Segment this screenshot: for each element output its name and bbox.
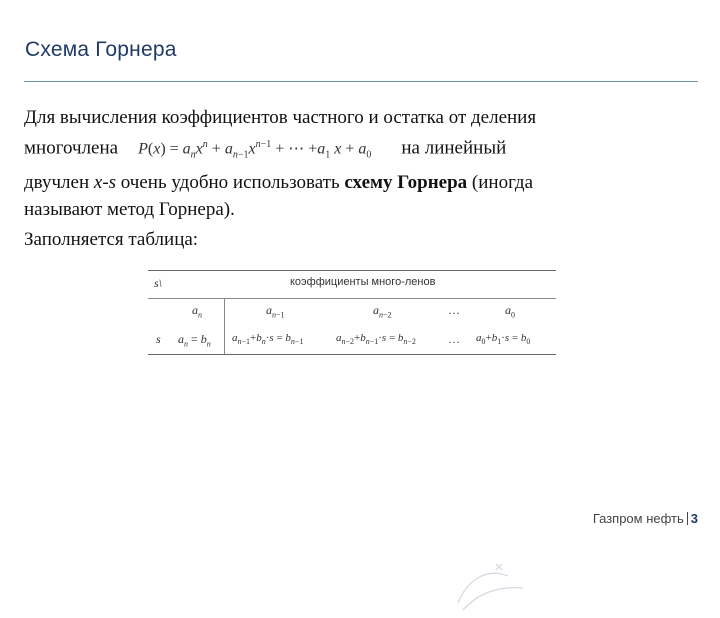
- polynomial-formula: $P(x) = a_nx^n + a_{n-1}x^{n-1}$ + ⋯ $+a_1$ $x + a_0$: [138, 139, 372, 161]
- table-header-divider: [148, 298, 556, 299]
- title-divider: [24, 81, 698, 82]
- paragraph-line-3: [24, 169, 692, 196]
- coef-a-0: $a_0$: [505, 303, 515, 320]
- paragraph-line-3-a: двучлен: [24, 171, 94, 193]
- table-bottom-border: [148, 354, 556, 355]
- row-ellipsis: …: [448, 332, 460, 346]
- cell-b-n: $a_n = b_n$: [178, 332, 211, 349]
- paragraph-line-3-b: очень удобно использовать: [116, 171, 345, 193]
- paragraph-line-2-start: многочлена: [24, 137, 119, 159]
- table-header-label: коэффициенты много-ленов: [290, 276, 436, 288]
- divisor-expression: x-s: [93, 171, 117, 193]
- paragraph-line-3-c: (иногда: [467, 171, 534, 193]
- footer-separator: [687, 512, 688, 525]
- horner-table: [148, 270, 556, 356]
- coef-a-n-2: $a_{n-2}$: [373, 303, 392, 320]
- paragraph-line-4: называют метод Горнера).: [24, 198, 235, 220]
- row-label-s: s: [156, 332, 161, 346]
- table-top-border: [148, 270, 556, 271]
- fill-table-text: Заполняется таблица:: [24, 229, 199, 250]
- paragraph-line-1: [24, 104, 692, 131]
- cell-b-0: $a_0+b_1\cdot s = b_0$: [476, 332, 531, 347]
- table-column-divider: [224, 298, 225, 354]
- coef-a-n: $a_n$: [192, 303, 202, 320]
- paragraph-line-2-end: на линейный: [401, 137, 507, 159]
- header-ellipsis: …: [448, 303, 460, 317]
- coef-a-n-1: $a_{n-1}$: [266, 303, 285, 320]
- footer-brand: [593, 511, 698, 526]
- cell-b-n-2: $a_{n-2}+b_{n-1}\cdot s = b_{n-2}$: [336, 332, 416, 347]
- paragraph-line-2: [24, 131, 692, 169]
- slide-title: Схема Горнера: [25, 38, 177, 61]
- table-corner-label: s\: [154, 276, 163, 290]
- cell-b-n-1: $a_{n-1}+b_n\cdot s = b_{n-1}$: [232, 332, 304, 347]
- horner-scheme-term: схему Горнера: [344, 171, 468, 193]
- watermark-graphic: [448, 558, 538, 618]
- body-paragraph: [24, 104, 692, 223]
- paragraph-line-1-text: Для вычисления коэффициентов частного и остатка от деления: [24, 107, 537, 128]
- page-number: 3: [690, 511, 698, 526]
- footer-company: Газпром нефть: [592, 511, 684, 526]
